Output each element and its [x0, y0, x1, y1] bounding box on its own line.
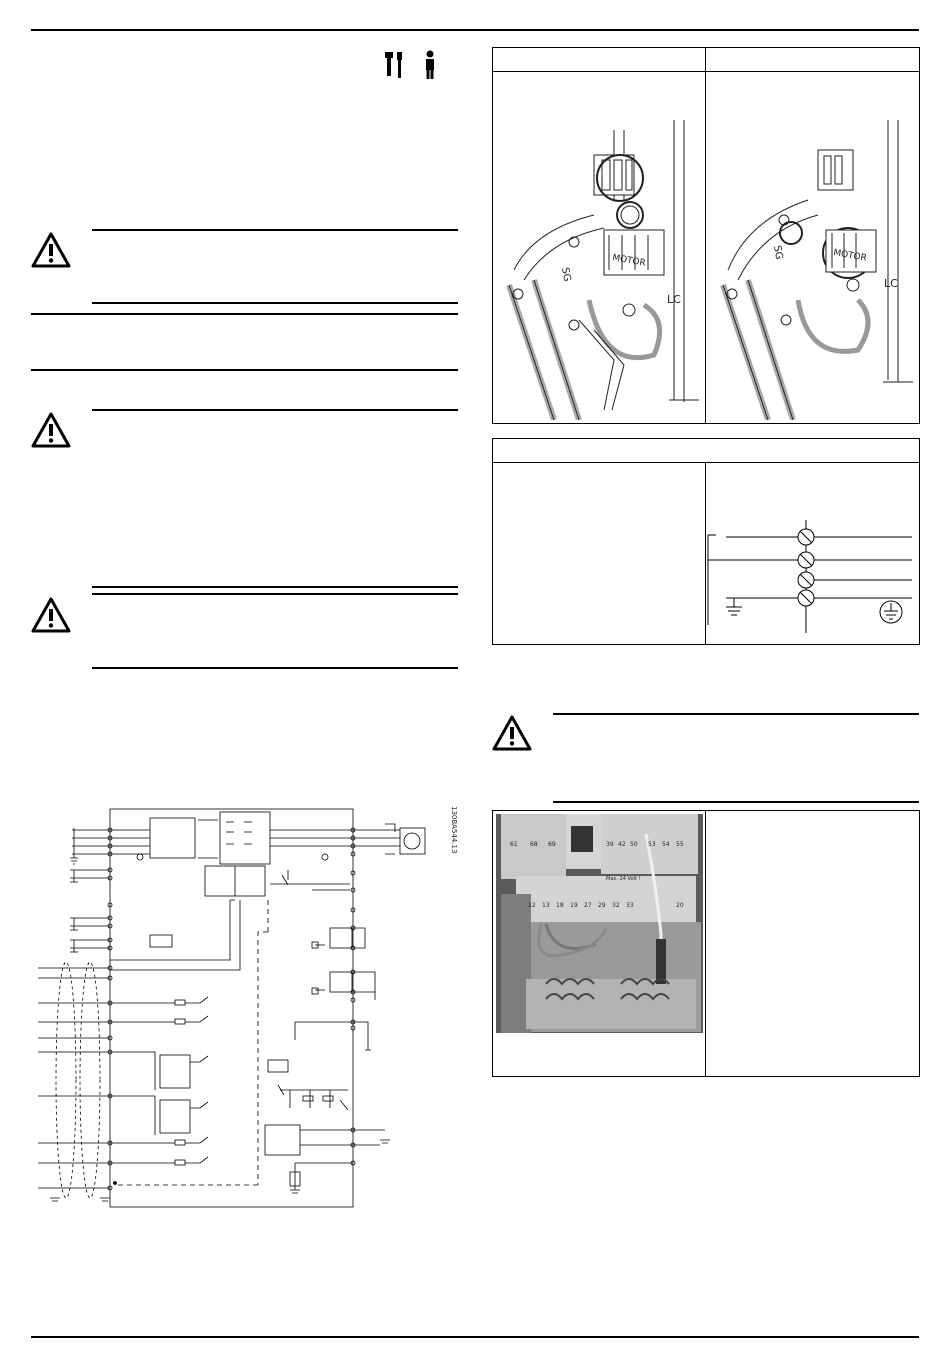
table-header-rule: [492, 462, 920, 463]
terminal-number: 18: [556, 902, 564, 909]
warning-icon: [492, 715, 532, 751]
warning-rule-bottom: [553, 801, 919, 803]
lc-label: LC: [667, 293, 681, 306]
warning-rule-top: [92, 409, 458, 411]
warning-rule-top: [92, 593, 458, 595]
warning-rule-top: [92, 229, 458, 231]
terminal-number: 13: [542, 902, 550, 909]
terminal-number: 12: [528, 902, 536, 909]
terminal-number: 54: [662, 841, 670, 848]
terminal-number: 29: [598, 902, 606, 909]
terminal-mark: MOTOR: [611, 253, 647, 269]
warning-rule-bottom: [92, 586, 458, 588]
terminal-number: 20: [676, 902, 684, 909]
cable-connection-illustration-right: [708, 120, 918, 420]
terminal-number: 55: [676, 841, 684, 848]
table-header-rule: [492, 71, 920, 72]
cable-connection-illustration-left: [494, 120, 702, 420]
terminal-number: 53: [648, 841, 656, 848]
warning-rule-top: [553, 713, 919, 715]
terminal-number: 39: [606, 841, 614, 848]
terminal-number: 61: [510, 841, 518, 848]
page-bottom-rule: [31, 1336, 919, 1338]
lc-label: LC: [884, 277, 898, 290]
table-column-divider: [705, 810, 706, 1077]
terminal-number: 27: [584, 902, 592, 909]
terminal-number: 33: [626, 902, 634, 909]
terminal-mark: MOTOR: [832, 248, 868, 264]
section-rule: [31, 369, 458, 371]
section-rule: [31, 313, 458, 315]
terminal-number: 68: [530, 841, 538, 848]
warning-rule-bottom: [92, 302, 458, 304]
warning-icon: [31, 412, 71, 448]
warning-icon: [31, 597, 71, 633]
wiring-schematic: [30, 800, 470, 1215]
warning-icon: [31, 232, 71, 268]
sg-label: SG: [771, 244, 785, 261]
label-strip: Max. 24 Volt !: [606, 876, 641, 882]
terminal-number: 42: [618, 841, 626, 848]
terminal-diagram: [706, 515, 918, 635]
terminal-number: 50: [630, 841, 638, 848]
terminal-number: 32: [612, 902, 620, 909]
sg-label: SG: [559, 266, 573, 283]
control-terminal-photo: [496, 814, 703, 1033]
drawing-code: 130BA544.13: [450, 806, 458, 854]
warning-rule-bottom: [92, 667, 458, 669]
table-column-divider: [705, 47, 706, 424]
tools-icon: [385, 50, 407, 80]
terminal-number: 69: [548, 841, 556, 848]
page-top-rule: [31, 29, 919, 31]
person-icon: [422, 50, 438, 80]
terminal-number: 19: [570, 902, 578, 909]
